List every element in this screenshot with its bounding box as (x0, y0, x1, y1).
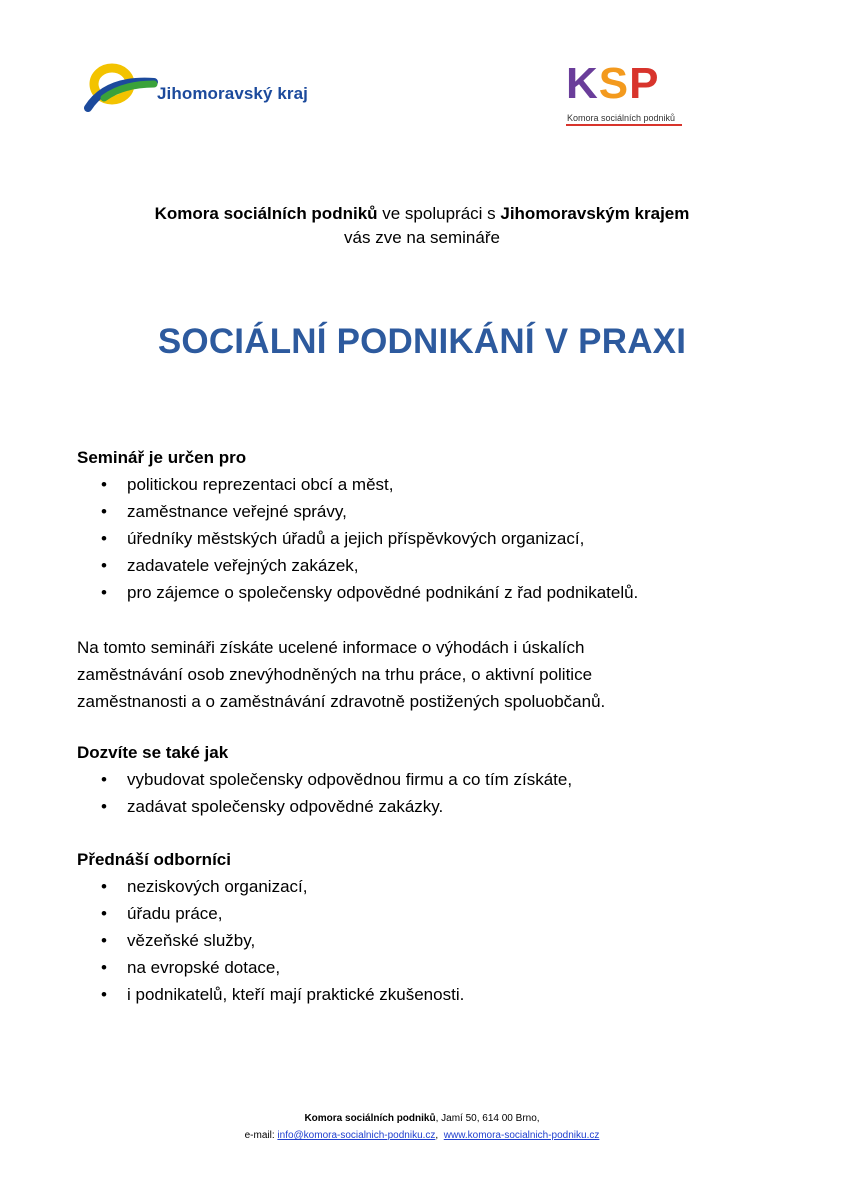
list-item: • zaměstnance veřejné správy, (77, 498, 638, 525)
footer-contact-line (0, 1127, 844, 1144)
jihomoravsky-kraj-logo (84, 58, 334, 118)
ksp-logo (566, 59, 696, 130)
list-item: • pro zájemce o společensky odpovědné podnikání z řad podnikatelů. (77, 579, 638, 606)
ksp-logo-letters (566, 59, 660, 108)
jihomoravsky-kraj-emblem-icon (84, 58, 159, 118)
speakers-section (77, 846, 464, 1008)
intro-line-2: vás zve na semináře (344, 228, 500, 247)
intro-org: Komora sociálních podniků (154, 204, 378, 223)
footer-email-link[interactable]: info@komora-socialnich-podniku.cz (277, 1130, 436, 1141)
list-item: • i podnikatelů, kteří mají praktické zkušenosti. (77, 981, 464, 1008)
list-item: • neziskových organizací, (77, 873, 464, 900)
ksp-letter-s: S (598, 59, 630, 108)
list-item: • vybudovat společensky odpovědnou firmu a co tím získáte, (77, 766, 572, 793)
footer-address-line (0, 1110, 844, 1127)
learn-section (77, 739, 572, 820)
list-item: • politickou reprezentaci obcí a měst, (77, 471, 638, 498)
paragraph-line: zaměstnanosti a o zaměstnávání zdravotně postižených spoluobčanů. (77, 692, 606, 711)
intro-middle: ve spolupráci s (377, 204, 501, 223)
list-item: • úřadu práce, (77, 900, 464, 927)
audience-heading: Seminář je určen pro (77, 448, 247, 467)
intro-line-1 (0, 202, 844, 226)
page-title: SOCIÁLNÍ PODNIKÁNÍ V PRAXI (157, 322, 687, 361)
ksp-letter-p: P (629, 59, 660, 108)
jihomoravsky-kraj-logo-text: Jihomoravský kraj (157, 84, 309, 103)
footer-email-label: e-mail: (244, 1130, 278, 1141)
speakers-heading: Přednáší odborníci (77, 850, 231, 869)
list-item: • zadavatele veřejných zakázek, (77, 552, 638, 579)
footer-separator: , (435, 1130, 444, 1141)
footer-web-link[interactable]: www.komora-socialnich-podniku.cz (443, 1130, 600, 1141)
audience-section (77, 444, 638, 606)
ksp-letter-k: K (566, 59, 599, 108)
intro-text (0, 202, 844, 250)
list-item: • úředníky městských úřadů a jejich příspěvkových organizací, (77, 525, 638, 552)
list-item: • vězeňské služby, (77, 927, 464, 954)
footer (0, 1110, 844, 1144)
list-item: • zadávat společensky odpovědné zakázky. (77, 793, 572, 820)
ksp-logo-underline (566, 124, 682, 126)
audience-list (77, 471, 638, 606)
list-item: • na evropské dotace, (77, 954, 464, 981)
footer-address: , Jamí 50, 614 00 Brno, (435, 1113, 540, 1124)
footer-org: Komora sociálních podniků (304, 1113, 436, 1124)
info-paragraph (77, 634, 777, 715)
paragraph-line: Na tomto semináři získáte ucelené informace o výhodách i úskalích (77, 638, 585, 657)
speakers-list (77, 873, 464, 1008)
learn-list (77, 766, 572, 820)
intro-partner: Jihomoravským krajem (500, 204, 690, 223)
learn-heading: Dozvíte se také jak (77, 743, 229, 762)
paragraph-line: zaměstnávání osob znevýhodněných na trhu práce, o aktivní politice (77, 665, 593, 684)
ksp-logo-tagline: Komora sociálních podniků (567, 113, 676, 123)
